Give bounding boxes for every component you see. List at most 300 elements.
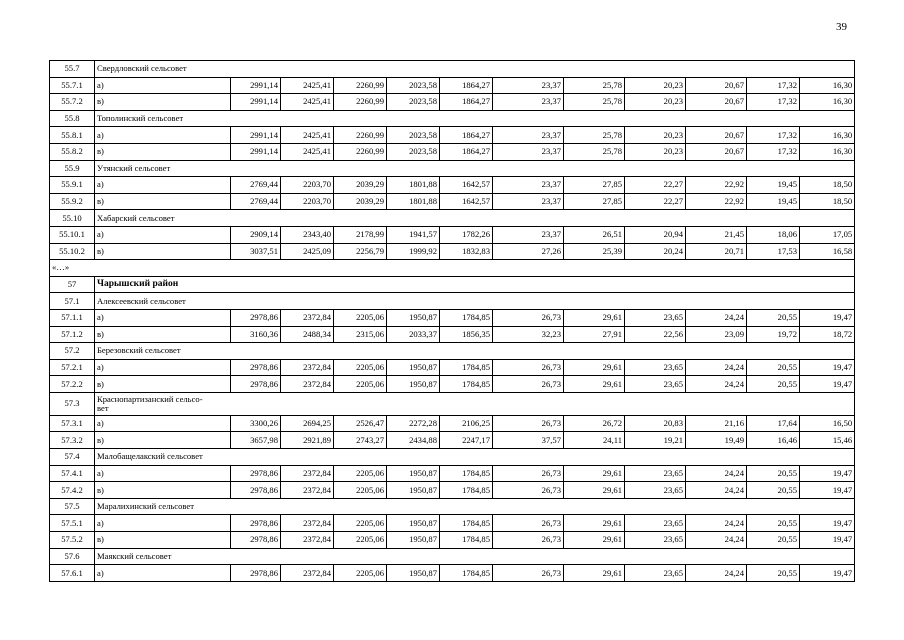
row-label: в): [95, 532, 231, 549]
value-cell: 20,55: [747, 376, 800, 393]
value-cell: 27,85: [564, 177, 625, 194]
value-cell: 2205,06: [334, 515, 387, 532]
section-title: Березовский сельсовет: [95, 343, 855, 360]
value-cell: 20,55: [747, 515, 800, 532]
value-cell: 29,61: [564, 465, 625, 482]
value-cell: 2769,44: [231, 193, 281, 210]
value-cell: 20,55: [747, 565, 800, 582]
row-label: в): [95, 432, 231, 449]
value-cell: 1864,27: [440, 143, 493, 160]
value-cell: 23,37: [493, 193, 564, 210]
row-label: а): [95, 565, 231, 582]
value-cell: 22,27: [625, 177, 686, 194]
value-cell: 20,23: [625, 143, 686, 160]
table-row: [50, 376, 855, 393]
value-cell: 2039,29: [334, 177, 387, 194]
value-cell: 2425,41: [281, 127, 334, 144]
value-cell: 29,61: [564, 515, 625, 532]
value-cell: 1784,85: [440, 515, 493, 532]
value-cell: 29,61: [564, 482, 625, 499]
value-cell: 2260,99: [334, 143, 387, 160]
value-cell: 23,37: [493, 226, 564, 243]
value-cell: 17,32: [747, 77, 800, 94]
section-code: 57.5: [50, 498, 95, 515]
section-header-row: [50, 110, 855, 127]
value-cell: 21,45: [686, 226, 747, 243]
value-cell: 19,47: [800, 515, 855, 532]
table-row: [50, 77, 855, 94]
value-cell: 2260,99: [334, 127, 387, 144]
value-cell: 22,56: [625, 326, 686, 343]
row-label: в): [95, 193, 231, 210]
value-cell: 2372,84: [281, 515, 334, 532]
table-row: [50, 226, 855, 243]
value-cell: 2023,58: [387, 94, 440, 111]
section-title: Малобащелакский сельсовет: [95, 449, 855, 466]
value-cell: 25,78: [564, 143, 625, 160]
value-cell: 24,24: [686, 465, 747, 482]
value-cell: 1950,87: [387, 482, 440, 499]
value-cell: 23,65: [625, 465, 686, 482]
value-cell: 24,11: [564, 432, 625, 449]
table-row: [50, 177, 855, 194]
value-cell: 23,65: [625, 376, 686, 393]
value-cell: 20,55: [747, 309, 800, 326]
value-cell: 29,61: [564, 309, 625, 326]
value-cell: 19,47: [800, 309, 855, 326]
ellipsis-row: [50, 260, 855, 277]
section-header-row: [50, 61, 855, 78]
value-cell: 1864,27: [440, 77, 493, 94]
value-cell: 3657,98: [231, 432, 281, 449]
section-code: 55.7: [50, 61, 95, 78]
row-code: 57.3.2: [50, 432, 95, 449]
section-header-row: [50, 498, 855, 515]
value-cell: 2978,86: [231, 565, 281, 582]
value-cell: 2743,27: [334, 432, 387, 449]
row-code: 55.7.1: [50, 77, 95, 94]
section-title: Маякский сельсовет: [95, 548, 855, 565]
section-header-row: [50, 293, 855, 310]
value-cell: 26,73: [493, 415, 564, 432]
value-cell: 1784,85: [440, 532, 493, 549]
table-row: [50, 565, 855, 582]
section-code: 55.10: [50, 210, 95, 227]
value-cell: 2205,06: [334, 359, 387, 376]
section-title: Хабарский сельсовет: [95, 210, 855, 227]
value-cell: 3037,51: [231, 243, 281, 260]
section-code: 57.6: [50, 548, 95, 565]
value-cell: 18,72: [800, 326, 855, 343]
section-title: Краснопартизанский сельсо- вет: [95, 392, 855, 415]
section-title: Маралихинский сельсовет: [95, 498, 855, 515]
value-cell: 26,73: [493, 376, 564, 393]
row-code: 57.4.2: [50, 482, 95, 499]
value-cell: 18,50: [800, 193, 855, 210]
value-cell: 1864,27: [440, 94, 493, 111]
value-cell: 2434,88: [387, 432, 440, 449]
table-row: [50, 432, 855, 449]
value-cell: 1864,27: [440, 127, 493, 144]
value-cell: 17,05: [800, 226, 855, 243]
value-cell: 2372,84: [281, 376, 334, 393]
section-header-row: [50, 343, 855, 360]
value-cell: 2372,84: [281, 565, 334, 582]
value-cell: 1950,87: [387, 515, 440, 532]
row-label: а): [95, 226, 231, 243]
value-cell: 1950,87: [387, 359, 440, 376]
value-cell: 29,61: [564, 565, 625, 582]
value-cell: 2991,14: [231, 94, 281, 111]
value-cell: 23,09: [686, 326, 747, 343]
value-cell: 24,24: [686, 359, 747, 376]
value-cell: 23,65: [625, 515, 686, 532]
value-cell: 2205,06: [334, 465, 387, 482]
value-cell: 15,46: [800, 432, 855, 449]
value-cell: 20,55: [747, 465, 800, 482]
district-row: [50, 276, 855, 293]
value-cell: 2106,25: [440, 415, 493, 432]
value-cell: 24,24: [686, 515, 747, 532]
value-cell: 1950,87: [387, 465, 440, 482]
value-cell: 19,47: [800, 532, 855, 549]
value-cell: 26,73: [493, 309, 564, 326]
value-cell: 2372,84: [281, 359, 334, 376]
section-code: 57.2: [50, 343, 95, 360]
section-code: 55.9: [50, 160, 95, 177]
section-header-row: [50, 449, 855, 466]
value-cell: 2694,25: [281, 415, 334, 432]
section-title: Алексеевский сельсовет: [95, 293, 855, 310]
value-cell: 2991,14: [231, 143, 281, 160]
value-cell: 1784,85: [440, 376, 493, 393]
value-cell: 25,39: [564, 243, 625, 260]
value-cell: 2978,86: [231, 376, 281, 393]
table-row: [50, 243, 855, 260]
row-label: а): [95, 465, 231, 482]
value-cell: 3160,36: [231, 326, 281, 343]
value-cell: 2039,29: [334, 193, 387, 210]
value-cell: 2372,84: [281, 532, 334, 549]
value-cell: 2978,86: [231, 515, 281, 532]
value-cell: 2909,14: [231, 226, 281, 243]
value-cell: 24,24: [686, 309, 747, 326]
value-cell: 23,65: [625, 482, 686, 499]
section-header-row: [50, 548, 855, 565]
value-cell: 2205,06: [334, 565, 387, 582]
value-cell: 2256,79: [334, 243, 387, 260]
value-cell: 19,45: [747, 193, 800, 210]
value-cell: 1999,92: [387, 243, 440, 260]
section-header-row: [50, 210, 855, 227]
table-row: [50, 309, 855, 326]
row-code: 55.9.2: [50, 193, 95, 210]
table-row: [50, 359, 855, 376]
value-cell: 17,32: [747, 143, 800, 160]
value-cell: 19,47: [800, 465, 855, 482]
table-row: [50, 143, 855, 160]
value-cell: 19,72: [747, 326, 800, 343]
value-cell: 2033,37: [387, 326, 440, 343]
value-cell: 1856,35: [440, 326, 493, 343]
value-cell: 29,61: [564, 532, 625, 549]
value-cell: 2921,89: [281, 432, 334, 449]
value-cell: 17,32: [747, 94, 800, 111]
value-cell: 1784,85: [440, 309, 493, 326]
value-cell: 2769,44: [231, 177, 281, 194]
value-cell: 2991,14: [231, 127, 281, 144]
section-code: 57.4: [50, 449, 95, 466]
table-row: [50, 515, 855, 532]
value-cell: 24,24: [686, 532, 747, 549]
value-cell: 19,47: [800, 482, 855, 499]
value-cell: 2178,99: [334, 226, 387, 243]
value-cell: 2205,06: [334, 376, 387, 393]
value-cell: 19,21: [625, 432, 686, 449]
value-cell: 2247,17: [440, 432, 493, 449]
row-label: а): [95, 77, 231, 94]
row-code: 57.3.1: [50, 415, 95, 432]
value-cell: 20,23: [625, 94, 686, 111]
value-cell: 2372,84: [281, 465, 334, 482]
value-cell: 1950,87: [387, 565, 440, 582]
value-cell: 2372,84: [281, 482, 334, 499]
value-cell: 19,47: [800, 359, 855, 376]
row-label: в): [95, 243, 231, 260]
value-cell: 1950,87: [387, 532, 440, 549]
value-cell: 22,92: [686, 177, 747, 194]
value-cell: 16,30: [800, 143, 855, 160]
value-cell: 2372,84: [281, 309, 334, 326]
value-cell: 18,50: [800, 177, 855, 194]
row-code: 55.8.2: [50, 143, 95, 160]
value-cell: 29,61: [564, 359, 625, 376]
value-cell: 20,55: [747, 532, 800, 549]
row-label: в): [95, 143, 231, 160]
row-label: в): [95, 94, 231, 111]
value-cell: 2315,06: [334, 326, 387, 343]
row-label: в): [95, 482, 231, 499]
value-cell: 1941,57: [387, 226, 440, 243]
value-cell: 2023,58: [387, 143, 440, 160]
row-label: а): [95, 515, 231, 532]
value-cell: 20,24: [625, 243, 686, 260]
value-cell: 25,78: [564, 127, 625, 144]
value-cell: 1950,87: [387, 376, 440, 393]
value-cell: 20,67: [686, 143, 747, 160]
value-cell: 24,24: [686, 482, 747, 499]
row-label: а): [95, 127, 231, 144]
value-cell: 23,37: [493, 94, 564, 111]
value-cell: 23,65: [625, 532, 686, 549]
row-code: 55.9.1: [50, 177, 95, 194]
row-code: 55.7.2: [50, 94, 95, 111]
value-cell: 26,73: [493, 465, 564, 482]
value-cell: 27,26: [493, 243, 564, 260]
value-cell: 22,27: [625, 193, 686, 210]
value-cell: 2425,41: [281, 94, 334, 111]
value-cell: 20,94: [625, 226, 686, 243]
value-cell: 26,73: [493, 359, 564, 376]
value-cell: 20,83: [625, 415, 686, 432]
value-cell: 18,06: [747, 226, 800, 243]
value-cell: 23,65: [625, 359, 686, 376]
value-cell: 16,30: [800, 127, 855, 144]
value-cell: 20,67: [686, 77, 747, 94]
table-row: [50, 415, 855, 432]
value-cell: 1801,88: [387, 193, 440, 210]
table-row: [50, 465, 855, 482]
table-row: [50, 532, 855, 549]
value-cell: 29,61: [564, 376, 625, 393]
value-cell: 23,65: [625, 565, 686, 582]
value-cell: 2023,58: [387, 127, 440, 144]
value-cell: 1782,26: [440, 226, 493, 243]
value-cell: 16,30: [800, 77, 855, 94]
district-title: Чарышский район: [95, 276, 855, 293]
value-cell: 1784,85: [440, 359, 493, 376]
row-code: 57.6.1: [50, 565, 95, 582]
value-cell: 32,23: [493, 326, 564, 343]
value-cell: 3300,26: [231, 415, 281, 432]
table-row: [50, 94, 855, 111]
value-cell: 2203,70: [281, 193, 334, 210]
row-code: 57.1.2: [50, 326, 95, 343]
value-cell: 2488,34: [281, 326, 334, 343]
section-title: Тополинский сельсовет: [95, 110, 855, 127]
value-cell: 2425,41: [281, 143, 334, 160]
value-cell: 1784,85: [440, 465, 493, 482]
district-code: 57: [50, 276, 95, 293]
value-cell: 2272,28: [387, 415, 440, 432]
row-code: 57.5.1: [50, 515, 95, 532]
value-cell: 2205,06: [334, 309, 387, 326]
value-cell: 25,78: [564, 77, 625, 94]
value-cell: 26,51: [564, 226, 625, 243]
row-code: 55.10.2: [50, 243, 95, 260]
value-cell: 23,37: [493, 77, 564, 94]
value-cell: 2425,09: [281, 243, 334, 260]
value-cell: 20,71: [686, 243, 747, 260]
section-header-row: [50, 160, 855, 177]
value-cell: 20,67: [686, 127, 747, 144]
value-cell: 26,73: [493, 515, 564, 532]
section-code: 55.8: [50, 110, 95, 127]
tariff-table: [49, 60, 855, 582]
value-cell: 2978,86: [231, 359, 281, 376]
value-cell: 21,16: [686, 415, 747, 432]
value-cell: 2260,99: [334, 77, 387, 94]
value-cell: 20,23: [625, 127, 686, 144]
value-cell: 16,58: [800, 243, 855, 260]
value-cell: 23,37: [493, 177, 564, 194]
value-cell: 17,64: [747, 415, 800, 432]
value-cell: 26,73: [493, 565, 564, 582]
value-cell: 1950,87: [387, 309, 440, 326]
row-code: 57.5.2: [50, 532, 95, 549]
value-cell: 1832,83: [440, 243, 493, 260]
value-cell: 2978,86: [231, 482, 281, 499]
value-cell: 20,23: [625, 77, 686, 94]
value-cell: 1801,88: [387, 177, 440, 194]
section-title: Свердловский сельсовет: [95, 61, 855, 78]
value-cell: 16,50: [800, 415, 855, 432]
value-cell: 2526,47: [334, 415, 387, 432]
value-cell: 1784,85: [440, 482, 493, 499]
value-cell: 2991,14: [231, 77, 281, 94]
table-row: [50, 482, 855, 499]
value-cell: 2023,58: [387, 77, 440, 94]
row-label: а): [95, 177, 231, 194]
value-cell: 2978,86: [231, 309, 281, 326]
ellipsis-cell: «…»: [50, 260, 855, 277]
value-cell: 2425,41: [281, 77, 334, 94]
value-cell: 22,92: [686, 193, 747, 210]
value-cell: 2343,40: [281, 226, 334, 243]
value-cell: 20,55: [747, 482, 800, 499]
row-label: а): [95, 309, 231, 326]
value-cell: 24,24: [686, 376, 747, 393]
section-header-row: [50, 392, 855, 415]
value-cell: 1784,85: [440, 565, 493, 582]
value-cell: 26,73: [493, 532, 564, 549]
value-cell: 2978,86: [231, 532, 281, 549]
value-cell: 1642,57: [440, 193, 493, 210]
value-cell: 25,78: [564, 94, 625, 111]
row-label: а): [95, 359, 231, 376]
value-cell: 19,45: [747, 177, 800, 194]
value-cell: 2260,99: [334, 94, 387, 111]
row-code: 57.2.2: [50, 376, 95, 393]
row-code: 55.8.1: [50, 127, 95, 144]
value-cell: 23,65: [625, 309, 686, 326]
value-cell: 20,67: [686, 94, 747, 111]
page-number: 39: [836, 21, 847, 33]
value-cell: 20,55: [747, 359, 800, 376]
row-label: а): [95, 415, 231, 432]
section-title: Утянский сельсовет: [95, 160, 855, 177]
value-cell: 16,30: [800, 94, 855, 111]
table-row: [50, 127, 855, 144]
value-cell: 24,24: [686, 565, 747, 582]
value-cell: 23,37: [493, 127, 564, 144]
value-cell: 1642,57: [440, 177, 493, 194]
row-code: 57.1.1: [50, 309, 95, 326]
value-cell: 2205,06: [334, 482, 387, 499]
value-cell: 26,72: [564, 415, 625, 432]
row-code: 57.4.1: [50, 465, 95, 482]
row-label: в): [95, 376, 231, 393]
value-cell: 23,37: [493, 143, 564, 160]
section-code: 57.1: [50, 293, 95, 310]
value-cell: 27,85: [564, 193, 625, 210]
value-cell: 16,46: [747, 432, 800, 449]
row-label: в): [95, 326, 231, 343]
value-cell: 26,73: [493, 482, 564, 499]
table-row: [50, 326, 855, 343]
value-cell: 37,57: [493, 432, 564, 449]
value-cell: 17,53: [747, 243, 800, 260]
value-cell: 19,47: [800, 376, 855, 393]
section-code: 57.3: [50, 392, 95, 415]
value-cell: 17,32: [747, 127, 800, 144]
value-cell: 19,49: [686, 432, 747, 449]
value-cell: 27,91: [564, 326, 625, 343]
value-cell: 19,47: [800, 565, 855, 582]
row-code: 55.10.1: [50, 226, 95, 243]
value-cell: 2205,06: [334, 532, 387, 549]
value-cell: 2203,70: [281, 177, 334, 194]
